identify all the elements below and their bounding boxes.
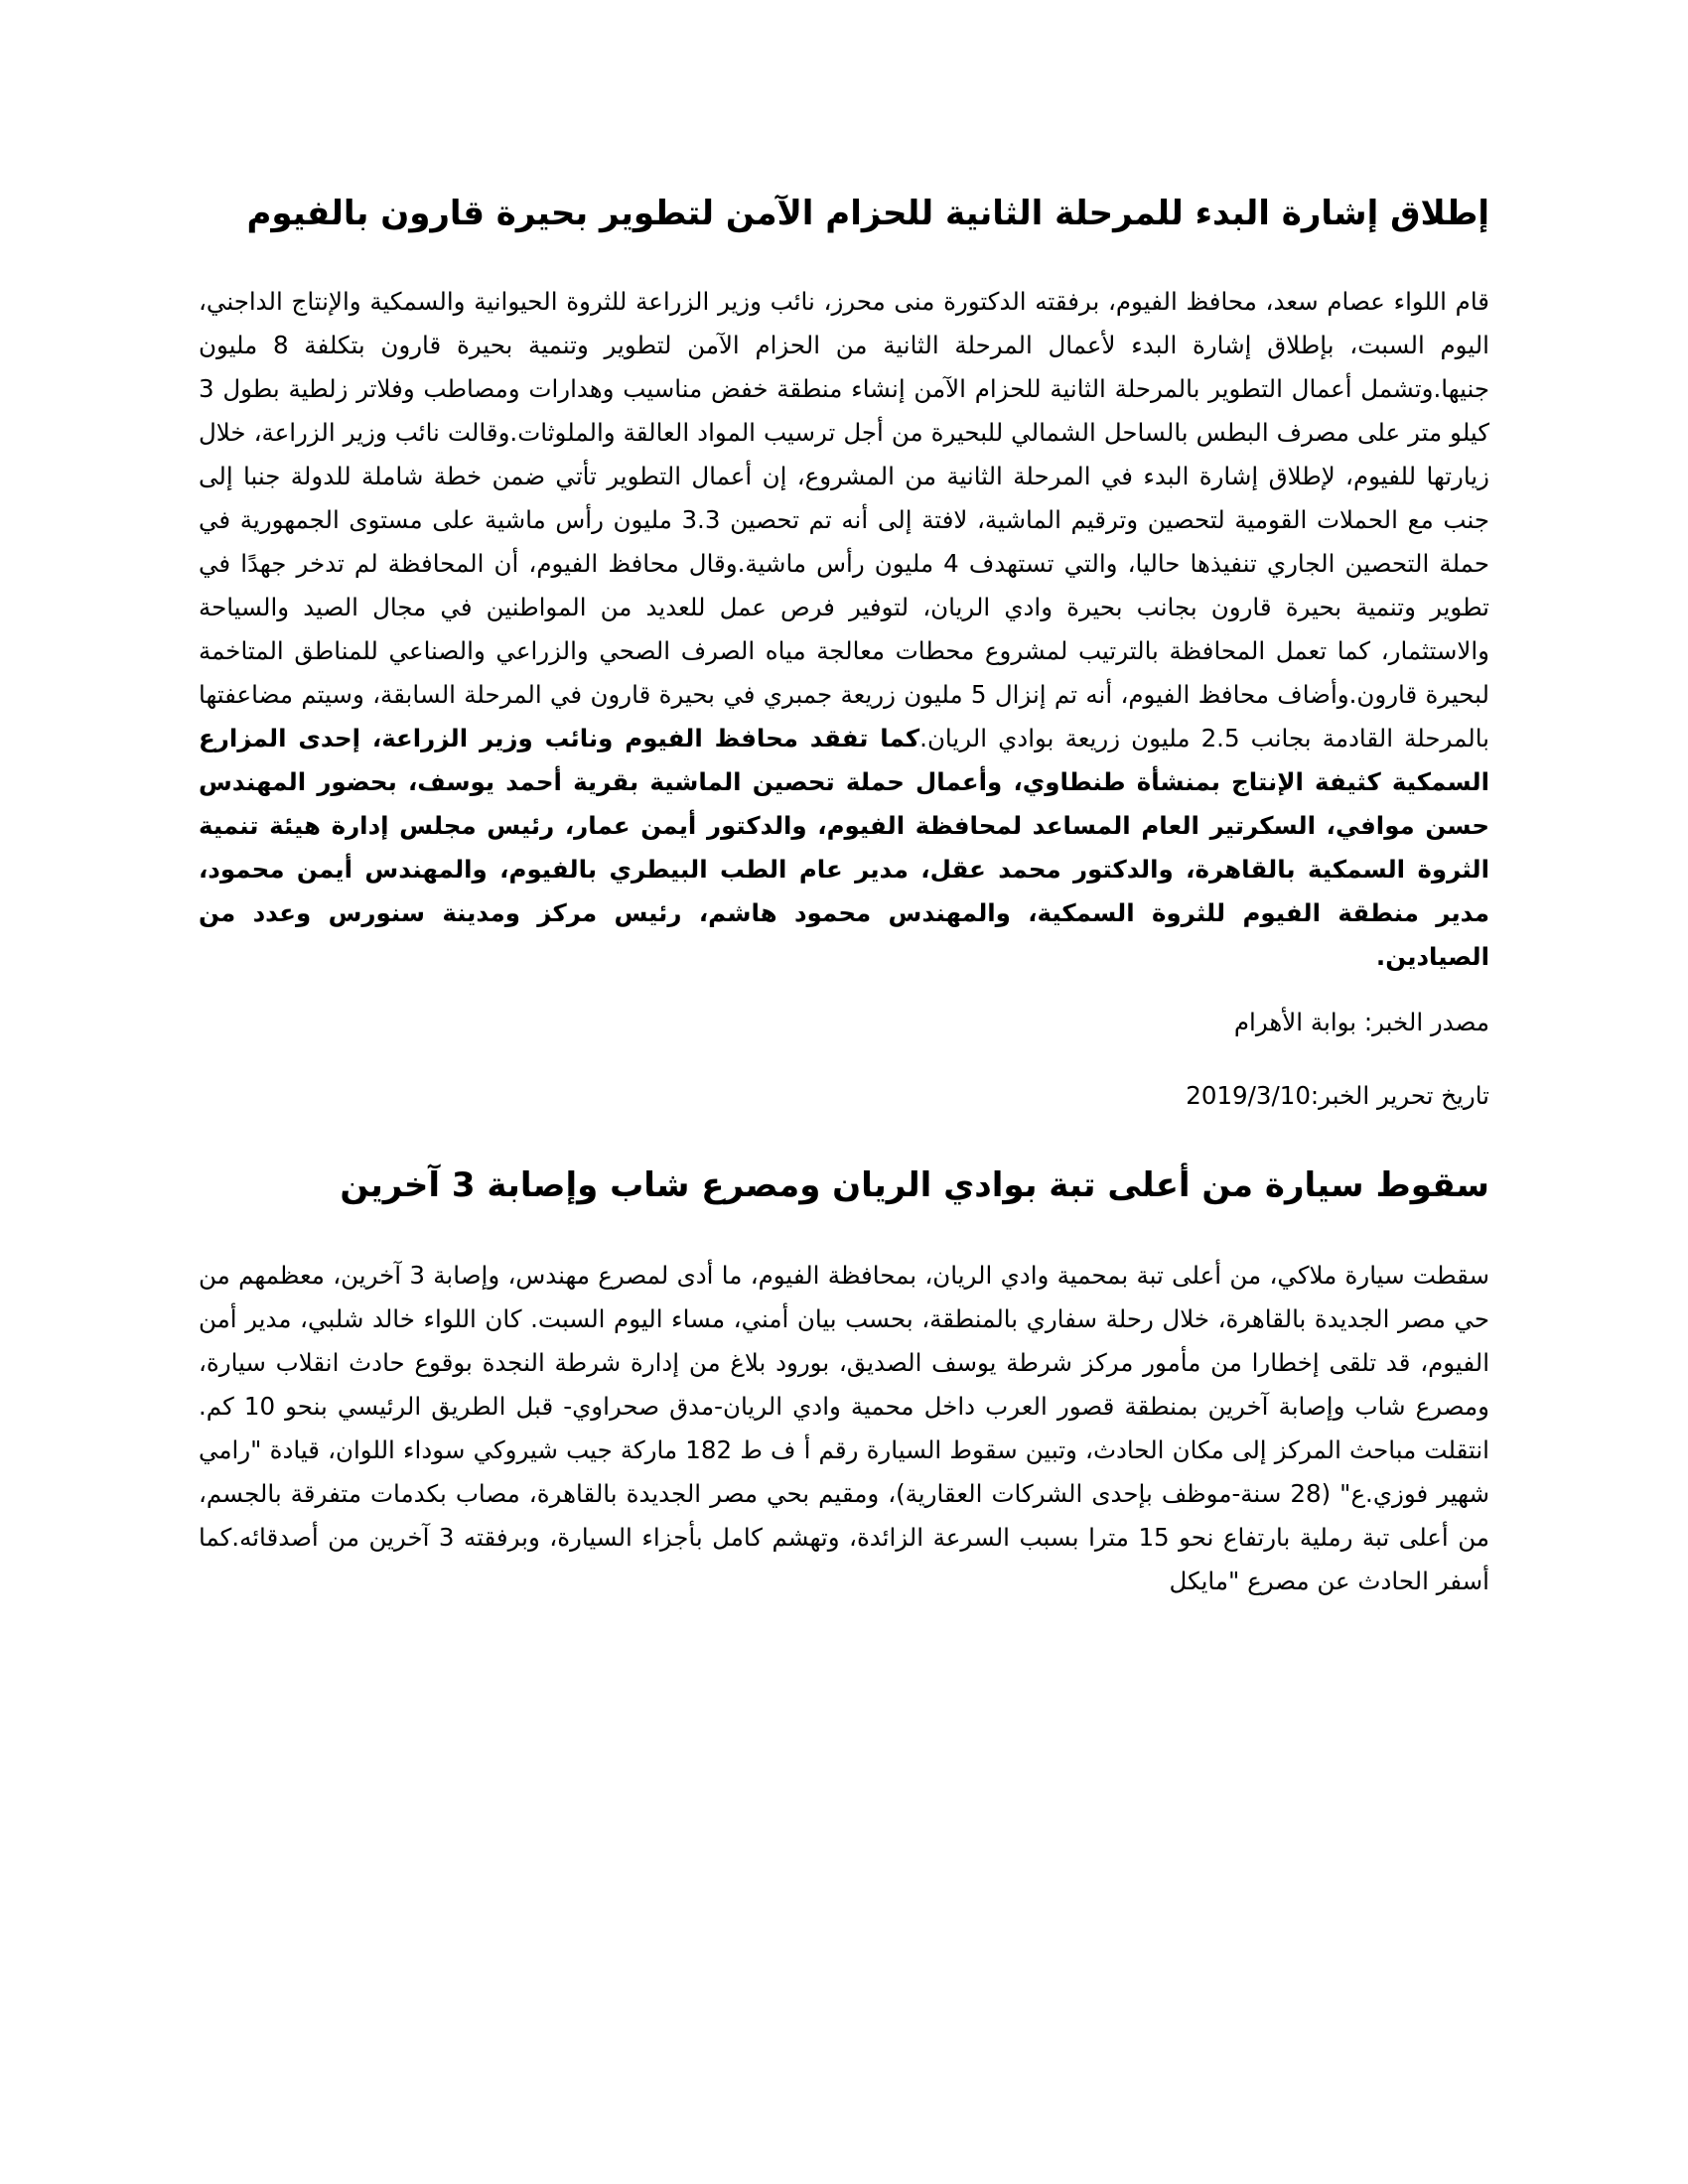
article-1-body [199,280,1489,979]
article-2-title: سقوط سيارة من أعلى تبة بوادي الريان ومصرع شاب وإصابة 3 آخرين [340,1164,1489,1205]
article-2-body: سقطت سيارة ملاكي، من أعلى تبة بمحمية وادي الريان، بمحافظة الفيوم، ما أدى لمصرع مهندس، وإصابة 3 آخرين، معظمهم من حي مصر الجديدة بالقاهرة، خلال رحلة سفاري بالمنطقة، بحسب بيان أمني، مساء اليوم السبت. كان اللواء خالد شلبي، مدير أمن الفيوم، قد تلقى إخطارا من مأمور مركز شرطة يوسف الصديق، بورود بلاغ من إدارة شرطة النجدة بوقوع حادث انقلاب سيارة، ومصرع شاب وإصابة آخرين بمنطقة قصور العرب داخل محمية وادي الريان-مدق صحراوي- قبل الطريق الرئيسي بنحو 10 كم. انتقلت مباحث المركز إلى مكان الحادث، وتبين سقوط السيارة رقم أ ف ط 182 ماركة جيب شيروكي سوداء اللوان، قيادة "رامي شهير فوزي.ع" (28 سنة-موظف بإحدى الشركات العقارية)، ومقيم بحي مصر الجديدة بالقاهرة، مصاب بكدمات متفرقة بالجسم، من أعلى تبة رملية بارتفاع نحو 15 مترا بسبب السرعة الزائدة، وتهشم كامل بأجزاء السيارة، وبرفقته 3 آخرين من أصدقائه.كما أسفر الحادث عن مصرع "مايكل [199,1260,1489,1595]
article-1-body-bold: كما تفقد محافظ الفيوم ونائب وزير الزراعة، إحدى المزارع السمكية كثيفة الإنتاج بمنشأة طنطاوي، وأعمال حملة تحصين الماشية بقرية أحمد يوسف، بحضور المهندس حسن موافي، السكرتير العام المساعد لمحافظة الفيوم، والدكتور أيمن عمار، رئيس مجلس إدارة هيئة تنمية الثروة السمكية بالقاهرة، والدكتور محمد عقل، مدير عام الطب البيطري بالفيوم، والمهندس أيمن محمود، مدير منطقة الفيوم للثروة السمكية، والمهندس محمود هاشم، رئيس مركز ومدينة سنورس وعدد من الصيادين. [199,723,1489,971]
article-1-date: تاريخ تحرير الخبر:2019/3/10 [1186,1080,1489,1110]
document-content [199,194,1489,1603]
article-1-body-normal: قام اللواء عصام سعد، محافظ الفيوم، برفقته الدكتورة منى محرز، نائب وزير الزراعة للثروة الحيوانية والسمكية والإنتاج الداجني، اليوم السبت، بإطلاق إشارة البدء لأعمال المرحلة الثانية من الحزام الآمن لتطوير وتنمية بحيرة قارون بتكلفة 8 مليون جنيها.وتشمل أعمال التطوير بالمرحلة الثانية للحزام الآمن إنشاء منطقة خفض مناسيب وهدارات ومصاطب وفلاتر زلطية بطول 3 كيلو متر على مصرف البطس بالساحل الشمالي للبحيرة من أجل ترسيب المواد العالقة والملوثات.وقالت نائب وزير الزراعة، خلال زيارتها للفيوم، لإطلاق إشارة البدء في المرحلة الثانية من المشروع، إن أعمال التطوير تأتي ضمن خطة شاملة للدولة جنبا إلى جنب مع الحملات القومية لتحصين وترقيم الماشية، لافتة إلى أنه تم تحصين 3.3 مليون رأس ماشية على مستوى الجمهورية في حملة التحصين الجاري تنفيذها حاليا، والتي تستهدف 4 مليون رأس ماشية.وقال محافظ الفيوم، أن المحافظة لم تدخر جهدًا في تطوير وتنمية بحيرة قارون بجانب بحيرة وادي الريان، لتوفير فرص عمل للعديد من المواطنين في مجال الصيد والسياحة والاستثمار، كما تعمل المحافظة بالترتيب لمشروع محطات معالجة مياه الصرف الصحي والزراعي والصناعي للمناطق المتاخمة لبحيرة قارون.وأضاف محافظ الفيوم، أنه تم إنزال 5 مليون زريعة جمبري في بحيرة قارون في المرحلة السابقة، وسيتم مضاعفتها بالمرحلة القادمة بجانب 2.5 مليون زريعة بوادي الريان. [199,286,1489,752]
article-1-source: مصدر الخبر: بوابة الأهرام [1233,1007,1489,1036]
article-1-title: إطلاق إشارة البدء للمرحلة الثانية للحزام الآمن لتطوير بحيرة قارون بالفيوم [246,194,1489,233]
